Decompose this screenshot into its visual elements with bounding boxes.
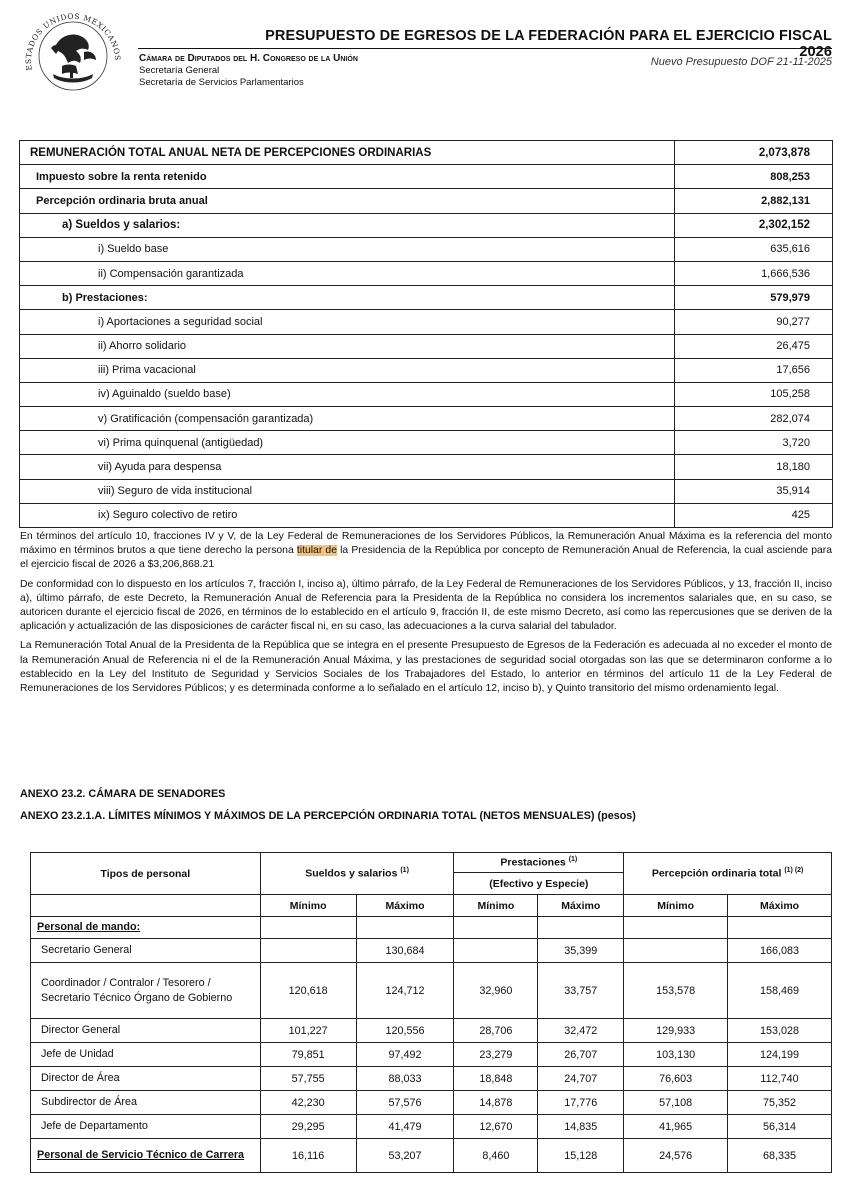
cell: 130,684	[356, 939, 454, 963]
col-header-min: Mínimo	[260, 895, 356, 917]
row-label: i) Aportaciones a seguridad social	[20, 310, 675, 334]
row-label: b) Prestaciones:	[20, 286, 675, 310]
empty-cell	[624, 917, 728, 939]
table-row	[31, 1139, 832, 1173]
row-label: i) Sueldo base	[20, 237, 675, 261]
cell: 76,603	[624, 1067, 728, 1091]
col-header-prestaciones	[454, 853, 624, 873]
table-row	[20, 213, 833, 237]
cell: 15,128	[538, 1139, 624, 1173]
row-value: 18,180	[675, 455, 833, 479]
cell: 153,028	[728, 1019, 832, 1043]
col-header-tipos: Tipos de personal	[31, 853, 261, 895]
row-label: REMUNERACIÓN TOTAL ANUAL NETA DE PERCEPCIONES ORDINARIAS	[20, 141, 675, 165]
paragraph-1-end: la Presidencia de la República por concepto de Remuneración Anual de Referencia, la cual asciende para el ejercicio fiscal de 2026 a $3,206,868.21	[20, 545, 832, 571]
cell	[624, 939, 728, 963]
cell: 103,130	[624, 1043, 728, 1067]
row-value: 2,302,152	[675, 213, 833, 237]
row-value: 2,073,878	[675, 141, 833, 165]
cell: 57,755	[260, 1067, 356, 1091]
cell: 158,469	[728, 963, 832, 1019]
table-row	[20, 382, 833, 406]
cell: 33,757	[538, 963, 624, 1019]
cell: 32,960	[454, 963, 538, 1019]
footnote-mark: (1)	[568, 856, 578, 864]
cell: 28,706	[454, 1019, 538, 1043]
highlighted-text: titular de	[296, 545, 337, 557]
cell: 32,472	[538, 1019, 624, 1043]
annex-limits-table	[30, 852, 832, 1173]
row-label: ix) Seguro colectivo de retiro	[20, 503, 675, 527]
col-header-min: Mínimo	[624, 895, 728, 917]
row-label: Director General	[31, 1019, 261, 1043]
cell: 129,933	[624, 1019, 728, 1043]
cell: 57,576	[356, 1091, 454, 1115]
empty-cell	[728, 917, 832, 939]
cell: 101,227	[260, 1019, 356, 1043]
organization-line-3: Secretaría de Servicios Parlamentarios	[139, 77, 304, 88]
empty-cell	[260, 917, 356, 939]
cell: 68,335	[728, 1139, 832, 1173]
row-label: ii) Ahorro solidario	[20, 334, 675, 358]
cell: 12,670	[454, 1115, 538, 1139]
col-header-sueldos-text: Sueldos y salarios	[305, 867, 398, 880]
paragraph-2: De conformidad con lo dispuesto en los artículos 7, fracción I, inciso a), último párrafo, de la Ley Federal de Remuneraciones de los Servidores Públicos, y 13, fracción II, inciso a), último párrafo, de este Decreto, la Remuneración Anual de Referencia para la Presidenta de la República no considera los incrementos salariales que, en su caso, se autoricen durante el ejercicio fiscal de 2026, en términos de lo establecido en el artículo 9, fracción II, de este mismo Decreto, así como las repercusiones que se deriven de la aplicación y actualización de las disposiciones de carácter fiscal ni, en su caso, las adecuaciones a la curva salarial del tabulador.	[20, 578, 832, 633]
mexican-coat-of-arms-seal	[18, 8, 128, 98]
row-value: 35,914	[675, 479, 833, 503]
row-label: Personal de Servicio Técnico de Carrera	[31, 1139, 261, 1173]
table-row	[20, 165, 833, 189]
table-row	[20, 310, 833, 334]
cell: 42,230	[260, 1091, 356, 1115]
cell: 35,399	[538, 939, 624, 963]
empty-cell	[538, 917, 624, 939]
table-row	[20, 479, 833, 503]
row-label: viii) Seguro de vida institucional	[20, 479, 675, 503]
col-header-sueldos	[260, 853, 454, 895]
row-label: v) Gratificación (compensación garantizada)	[20, 407, 675, 431]
paragraph-1-start: En términos del artículo 10, fracciones IV y V, de la Ley Federal de Remuneraciones de los Servidores Públicos, la Remuneración Anual Máxima es la referencia del monto máximo en términos brutos a que tiene derecho la persona	[20, 531, 832, 557]
organization-block	[139, 53, 358, 89]
row-label: ii) Compensación garantizada	[20, 261, 675, 285]
cell: 56,314	[728, 1115, 832, 1139]
row-label: Coordinador / Contralor / Tesorero / Secretario Técnico Órgano de Gobierno	[31, 963, 261, 1019]
cell: 120,556	[356, 1019, 454, 1043]
cell: 75,352	[728, 1091, 832, 1115]
row-value: 90,277	[675, 310, 833, 334]
cell: 41,965	[624, 1115, 728, 1139]
table-row	[31, 939, 832, 963]
remuneration-table	[19, 140, 833, 528]
annex-heading: ANEXO 23.2. CÁMARA DE SENADORES	[20, 788, 226, 800]
seal-text: ESTADOS UNIDOS MEXICANOS	[23, 11, 123, 72]
cell: 24,576	[624, 1139, 728, 1173]
header-rule	[138, 48, 832, 49]
row-label: Subdirector de Área	[31, 1091, 261, 1115]
cell: 24,707	[538, 1067, 624, 1091]
col-header-max: Máximo	[728, 895, 832, 917]
cell: 8,460	[454, 1139, 538, 1173]
table-row	[20, 286, 833, 310]
table-row	[20, 334, 833, 358]
document-header	[18, 8, 832, 100]
table-row	[20, 503, 833, 527]
col-header-percepcion-text: Percepción ordinaria total	[651, 867, 782, 880]
row-label: Jefe de Departamento	[31, 1115, 261, 1139]
table-row	[20, 431, 833, 455]
row-label: iii) Prima vacacional	[20, 358, 675, 382]
cell: 124,712	[356, 963, 454, 1019]
row-value: 579,979	[675, 286, 833, 310]
cell: 16,116	[260, 1139, 356, 1173]
row-label: Percepción ordinaria bruta anual	[20, 189, 675, 213]
empty-cell	[454, 917, 538, 939]
row-value: 3,720	[675, 431, 833, 455]
row-value: 17,656	[675, 358, 833, 382]
row-value: 282,074	[675, 407, 833, 431]
organization-name: Cámara de Diputados del H. Congreso de la Unión	[139, 53, 358, 64]
row-label: Impuesto sobre la renta retenido	[20, 165, 675, 189]
cell: 97,492	[356, 1043, 454, 1067]
row-label: Director de Área	[31, 1067, 261, 1091]
row-label: Secretario General	[31, 939, 261, 963]
table-row	[31, 963, 832, 1019]
row-value: 808,253	[675, 165, 833, 189]
table-row	[20, 237, 833, 261]
cell: 23,279	[454, 1043, 538, 1067]
organization-line-2: Secretaría General	[139, 65, 220, 76]
row-value: 1,666,536	[675, 261, 833, 285]
row-label: vi) Prima quinquenal (antigüedad)	[20, 431, 675, 455]
cell: 57,108	[624, 1091, 728, 1115]
cell: 88,033	[356, 1067, 454, 1091]
cell: 17,776	[538, 1091, 624, 1115]
section-row	[31, 917, 832, 939]
col-header-max: Máximo	[356, 895, 454, 917]
footnote-mark: (1)	[400, 867, 409, 875]
cell	[454, 939, 538, 963]
cell: 14,878	[454, 1091, 538, 1115]
row-value: 105,258	[675, 382, 833, 406]
cell	[260, 939, 356, 963]
row-label: Jefe de Unidad	[31, 1043, 261, 1067]
document-title: PRESUPUESTO DE EGRESOS DE LA FEDERACIÓN PARA EL EJERCICIO FISCAL 2026	[265, 28, 832, 60]
cell: 53,207	[356, 1139, 454, 1173]
cell: 29,295	[260, 1115, 356, 1139]
col-header-percepcion	[624, 853, 832, 895]
cell: 14,835	[538, 1115, 624, 1139]
cell: 120,618	[260, 963, 356, 1019]
legal-paragraphs	[20, 530, 832, 701]
row-value: 635,616	[675, 237, 833, 261]
row-label: vii) Ayuda para despensa	[20, 455, 675, 479]
table-row	[31, 1067, 832, 1091]
row-value: 425	[675, 503, 833, 527]
col-header-empty	[31, 895, 261, 917]
table-row	[31, 1043, 832, 1067]
section-label-mando: Personal de mando:	[31, 917, 261, 939]
table-row	[20, 261, 833, 285]
table-row	[20, 407, 833, 431]
table-row	[20, 358, 833, 382]
footnote-mark: (1) (2)	[784, 867, 804, 875]
cell: 166,083	[728, 939, 832, 963]
table-row	[31, 1115, 832, 1139]
col-header-prestaciones-text: Prestaciones	[500, 856, 566, 869]
row-value: 26,475	[675, 334, 833, 358]
row-value: 2,882,131	[675, 189, 833, 213]
table-row	[20, 141, 833, 165]
col-header-prestaciones-sub: (Efectivo y Especie)	[454, 873, 624, 895]
row-label: iv) Aguinaldo (sueldo base)	[20, 382, 675, 406]
cell: 41,479	[356, 1115, 454, 1139]
cell: 112,740	[728, 1067, 832, 1091]
table-row	[20, 189, 833, 213]
col-header-max: Máximo	[538, 895, 624, 917]
empty-cell	[356, 917, 454, 939]
table-row	[31, 1091, 832, 1115]
col-header-min: Mínimo	[454, 895, 538, 917]
row-label: a) Sueldos y salarios:	[20, 213, 675, 237]
cell: 153,578	[624, 963, 728, 1019]
cell: 18,848	[454, 1067, 538, 1091]
paragraph-1	[20, 530, 832, 573]
cell: 124,199	[728, 1043, 832, 1067]
table-row	[20, 455, 833, 479]
cell: 79,851	[260, 1043, 356, 1067]
annex-subheading: ANEXO 23.2.1.A. LÍMITES MÍNIMOS Y MÁXIMOS DE LA PERCEPCIÓN ORDINARIA TOTAL (NETOS MENSUALES) (pesos)	[20, 810, 636, 822]
publication-note: Nuevo Presupuesto DOF 21-11-2025	[650, 56, 832, 68]
cell: 26,707	[538, 1043, 624, 1067]
paragraph-3: La Remuneración Total Anual de la Presidenta de la República que se integra en el presente Presupuesto de Egresos de la Federación es adecuada al no exceder el monto de la Remuneración Anual de Referencia ni el de la Remuneración Anual Máxima, y las prestaciones de seguridad social otorgadas son las que se determinaron conforme a lo establecido en la Ley del Instituto de Seguridad y Servicios Sociales de los Trabajadores del Estado, lo anterior en términos del artículo 11 de la Ley Federal de Remuneraciones de los Servidores Públicos; y es determinada conforme a lo señalado en el artículo 12, inciso b), y Quinto transitorio del mismo ordenamiento legal.	[20, 640, 832, 695]
table-row	[31, 1019, 832, 1043]
